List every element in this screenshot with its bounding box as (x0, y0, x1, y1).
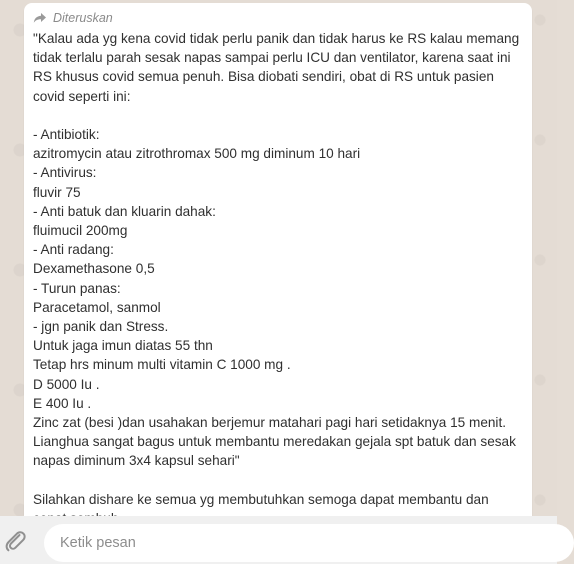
forwarded-label: Diteruskan (53, 11, 113, 25)
message-bubble[interactable] (24, 3, 532, 543)
message-input[interactable] (44, 524, 574, 562)
forward-arrow-icon (33, 12, 47, 24)
message-text: "Kalau ada yg kena covid tidak perlu panik dan tidak harus ke RS kalau memang tidak terlalu parah sesak napas sampai perlu ICU dan ventilator, karena saat ini RS khusus covid semua penuh. Bisa diobati sendiri, obat di RS untuk pasien covid seperti ini: - Antibiotik: azitromycin atau zitrothromax 500 mg diminum 10 hari - Antivirus: fluvir 75 - Anti batuk dan kluarin dahak: fluimucil 200mg - Anti radang: Dexamethasone 0,5 - Turun panas: Paracetamol, sanmol - jgn panik dan Stress. Untuk jaga imun diatas 55 thn Tetap hrs minum multi vitamin C 1000 mg . D 5000 Iu . E 400 Iu . Zinc zat (besi )dan usahakan berjemur matahari pagi hari setidaknya 15 menit. Lianghua sangat bagus untuk membantu meredakan gejala spt batuk dan sesak napas diminum 3x4 kapsul sehari" Silahkan dishare ke semua yg membutuhkan semoga dapat membantu dan (33, 31, 520, 507)
paperclip-icon[interactable] (4, 530, 28, 552)
composer-bar (0, 516, 557, 564)
forwarded-indicator (33, 9, 523, 27)
